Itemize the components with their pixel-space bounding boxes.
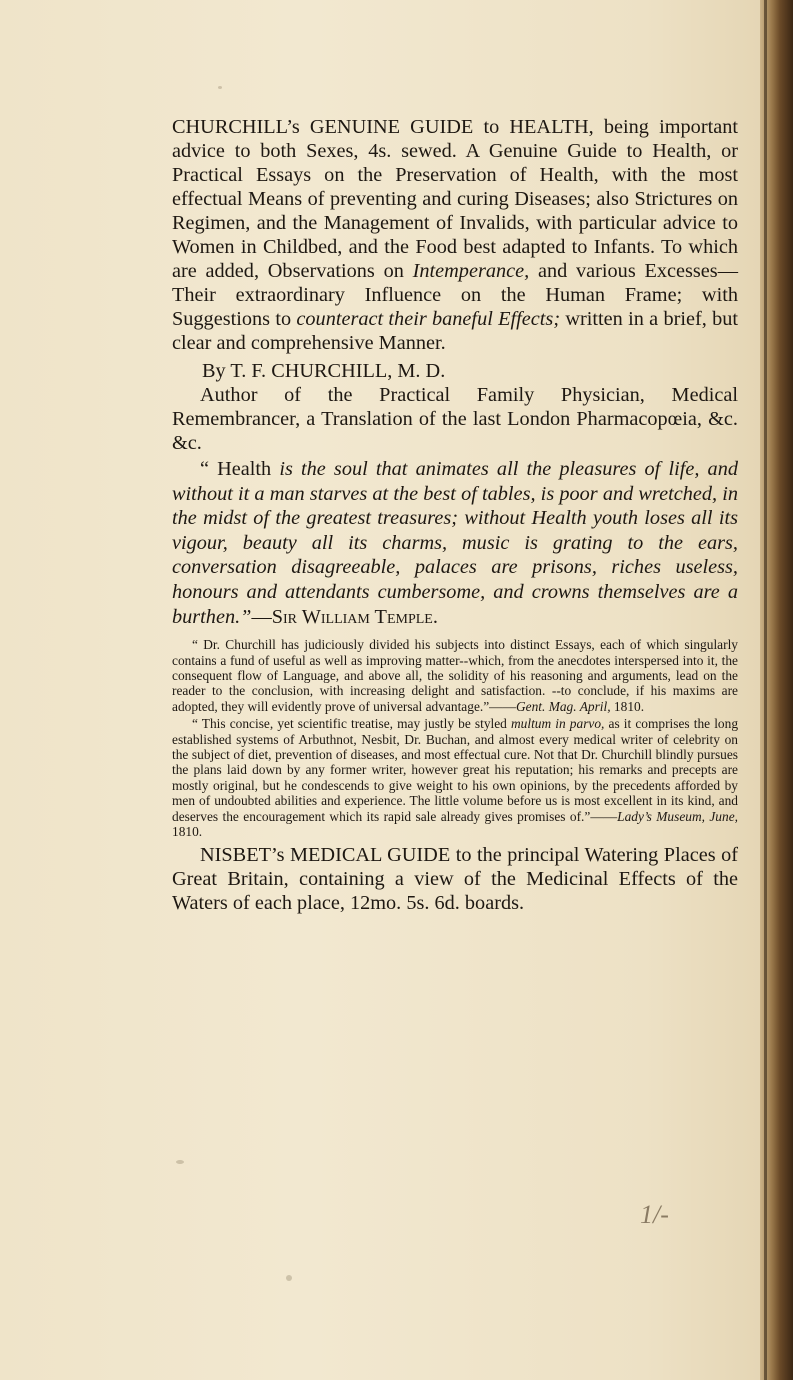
review2-source: Lady’s Museum, June, — [617, 808, 738, 824]
churchill-advert — [172, 115, 738, 355]
review2-year: 1810. — [172, 824, 203, 840]
review2-latin: multum in parvo, — [511, 716, 605, 732]
nisbet-body: to the principal Watering Places of Great Britain, containing a view of the Medicinal Effects of the Waters of each place, 12mo. 5s. 6d. boards. — [172, 844, 738, 915]
nisbet-title: NISBET’s MEDICAL GUIDE — [200, 844, 451, 867]
review2-text-2: as it comprises the long established systems of Arbuthnot, Nesbit, Dr. Buchan, and almost every medical writer of celebrity on the subject of diet, prevention of diseases, and most effectual cure. Not that Dr. Churchill blindly pursues the plans laid down by any former writer, however great his reputation; his remarks and precepts are mostly original, but he condescends to give weight to his own opinions, by the precedents afforded by men of undoubted abilities and experience. The little volume before us is most excellent in its kind, and deserves the encouragement which its rapid sale already gives promises of.”—— — [172, 716, 739, 824]
handwritten-price-note: 1/- — [640, 1200, 669, 1229]
author-credentials: Author of the Practical Family Physician, Medical Remembrancer, a Translation of the last London Pharmacopœia, &c. &c. — [172, 384, 738, 454]
churchill-body-3: written in a brief, but clear and comprehensive Manner. — [172, 308, 738, 354]
churchill-body: being important advice to both Sexes, 4s. sewed. A Genuine Guide to Health, or Practical Essays on the Preservation of Health, with the most effectual Means of preventing and curing Diseases; also Strictures on Regimen, and the Management of Invalids, with particular advice to Women in Childbed, and the Food best adapted to Infants. To which are added, Observations on — [172, 116, 738, 282]
churchill-counteract: counteract their baneful Effects; — [296, 308, 561, 330]
nisbet-advert — [172, 843, 738, 915]
byline: By T. F. CHURCHILL, M. D. — [202, 360, 446, 382]
ink-speck — [286, 1275, 292, 1281]
quote-dash: — — [251, 605, 272, 628]
ink-speck — [176, 1160, 184, 1164]
temple-quote — [172, 457, 738, 629]
quote-attribution: Sir William Temple. — [271, 605, 438, 628]
quote-open: “ Health — [200, 458, 272, 480]
churchill-intemperance: Intemperance, — [412, 260, 530, 282]
review1-text: “ Dr. Churchill has judiciously divided his subjects into distinct Essays, each of which singularly contains a fund of useful as well as improving matter--which, from the anecdotes interspersed into it, the consequent flow of Language, and above all, the solidity of his reasoning and arguments, lead on the reader to the conclusion, with increasing delight and satisfaction. --to conclude, if his maxims are adopted, they will evidently prove of universal advantage.”—— — [172, 637, 738, 714]
churchill-body-2: and various Excesses—Their extraordinary Influence on the Human Frame; with Suggestions to — [172, 260, 738, 330]
book-spine-edge — [760, 0, 793, 1380]
quote-text: is the soul that animates all the pleasures of life, and without it a man starves at the best of tables, is poor and wretched, in the midst of the greatest treasures; without Health youth loses all its vigour, beauty all its charms, music is grating to the ears, conversation disagreeable, palaces are prisons, riches useless, honours and attendants cumbersome, and crowns themselves are a burthen.” — [172, 458, 738, 628]
review2-text-1: “ This concise, yet scientific treatise, may justly be styled — [192, 716, 511, 732]
advertisement-text — [172, 115, 738, 915]
churchill-title: CHURCHILL’s GENUINE GUIDE to HEALTH, — [172, 116, 594, 138]
review1-source: Gent. Mag. April, — [515, 698, 611, 714]
review-gentlemans-magazine — [172, 637, 738, 714]
review1-year: 1810. — [610, 698, 645, 714]
ink-speck — [218, 86, 222, 89]
review-ladys-museum — [172, 716, 738, 839]
